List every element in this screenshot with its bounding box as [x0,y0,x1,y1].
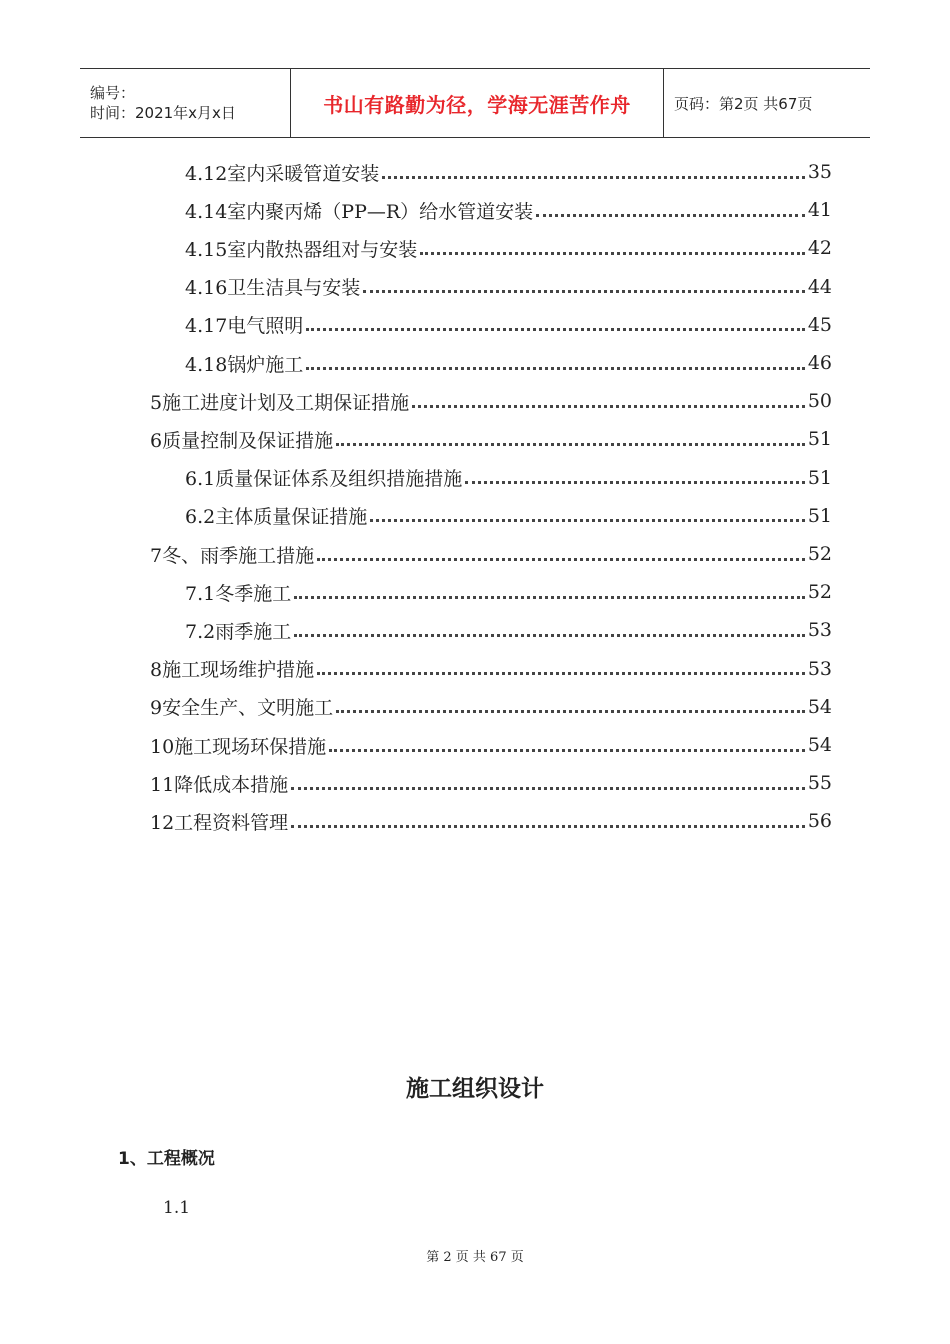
subsection-number: 1.1 [163,1198,191,1218]
toc-entry-title: 10施工现场环保措施 [150,735,327,758]
number-label: 编号： [90,84,136,102]
toc-entry[interactable] [150,728,832,762]
toc-entry-page: 42 [807,237,832,260]
toc-entry-title: 4.12室内采暖管道安装 [185,162,380,185]
toc-entry-page: 50 [807,390,832,413]
toc-entry[interactable] [185,346,832,380]
toc-leader-dots [363,290,805,293]
toc-leader-dots [370,519,805,522]
motto-text: 书山有路勤为径，学海无涯苦作舟 [323,92,631,117]
toc-entry-page: 41 [807,199,832,222]
toc-entry[interactable] [150,652,832,686]
toc-leader-dots [412,405,805,408]
toc-entry[interactable] [185,499,832,533]
toc-leader-dots [294,596,805,599]
document-title: 施工组织设计 [406,1076,544,1102]
toc-entry[interactable] [150,422,832,456]
toc-leader-dots [536,214,805,217]
toc-entry-page: 52 [807,543,832,565]
toc-leader-dots [317,672,805,675]
toc-entry[interactable] [150,766,832,800]
toc-entry-title: 4.14室内聚丙烯（PP—R）给水管道安装 [185,200,534,223]
toc-entry[interactable] [185,270,832,304]
toc-entry-page: 52 [807,581,832,604]
toc-entry-title: 7冬、雨季施工措施 [150,544,315,567]
toc-leader-dots [306,367,805,370]
toc-leader-dots [465,481,805,484]
toc-entry-title: 4.15室内散热器组对与安装 [185,238,418,261]
toc-entry-title: 6质量控制及保证措施 [150,429,334,452]
toc-leader-dots [336,443,805,446]
toc-entry[interactable] [185,231,832,265]
toc-entry-page: 53 [807,619,832,642]
toc-entry-page: 54 [807,695,832,718]
header-motto-cell [290,69,664,137]
toc-entry-page: 44 [807,275,832,298]
toc-leader-dots [329,749,805,752]
toc-entry-title: 5施工进度计划及工期保证措施 [150,391,410,414]
toc-entry[interactable] [185,461,832,495]
toc-entry-title: 6.2主体质量保证措施 [185,506,368,529]
toc-entry[interactable] [185,575,832,609]
page-footer: 第 2 页 共 67 页 [426,1250,524,1265]
toc-leader-dots [306,328,805,331]
toc-entry-page: 51 [807,466,832,489]
toc-entry-page: 46 [807,352,832,374]
toc-entry[interactable] [150,804,832,838]
toc-entry-title: 4.18锅炉施工 [185,353,304,376]
toc-leader-dots [291,787,805,790]
toc-leader-dots [317,558,805,561]
toc-entry[interactable] [185,193,832,227]
toc-entry-page: 53 [807,657,832,680]
toc-entry[interactable] [150,690,832,724]
toc-entry-title: 7.1冬季施工 [185,582,292,605]
toc-entry-title: 12工程资料管理 [150,811,289,834]
toc-entry[interactable] [185,155,832,189]
toc-entry-title: 6.1质量保证体系及组织措施措施 [185,468,463,491]
toc-entry-title: 4.17电气照明 [185,315,304,338]
header-page-cell [664,69,870,137]
toc-leader-dots [291,825,805,828]
toc-leader-dots [336,710,805,713]
section-heading: 1、工程概况 [118,1149,215,1169]
toc-leader-dots [420,252,805,255]
toc-entry-title: 8施工现场维护措施 [150,659,315,682]
page-header [80,68,870,138]
toc-entry-page: 54 [807,734,832,756]
header-meta [80,69,290,137]
toc-entry[interactable] [150,384,832,418]
toc-leader-dots [294,634,805,637]
toc-entry[interactable] [185,308,832,342]
toc-entry-page: 56 [807,810,832,833]
toc-leader-dots [382,176,805,179]
toc-entry[interactable] [185,613,832,647]
toc-entry-page: 55 [807,772,832,795]
toc-entry-page: 35 [807,161,832,183]
toc-entry-page: 51 [807,504,832,527]
toc-entry[interactable] [150,537,832,571]
page-label: 页码：第2页 共67页 [674,94,813,113]
toc-entry-title: 7.2雨季施工 [185,620,292,643]
toc-entry-title: 9安全生产、文明施工 [150,697,334,720]
toc-entry-page: 45 [807,313,832,336]
toc-entry-title: 4.16卫生洁具与安装 [185,277,361,300]
toc-entry-title: 11降低成本措施 [150,773,289,796]
time-label: 时间：2021年x月x日 [90,104,236,122]
toc-entry-page: 51 [807,428,832,451]
